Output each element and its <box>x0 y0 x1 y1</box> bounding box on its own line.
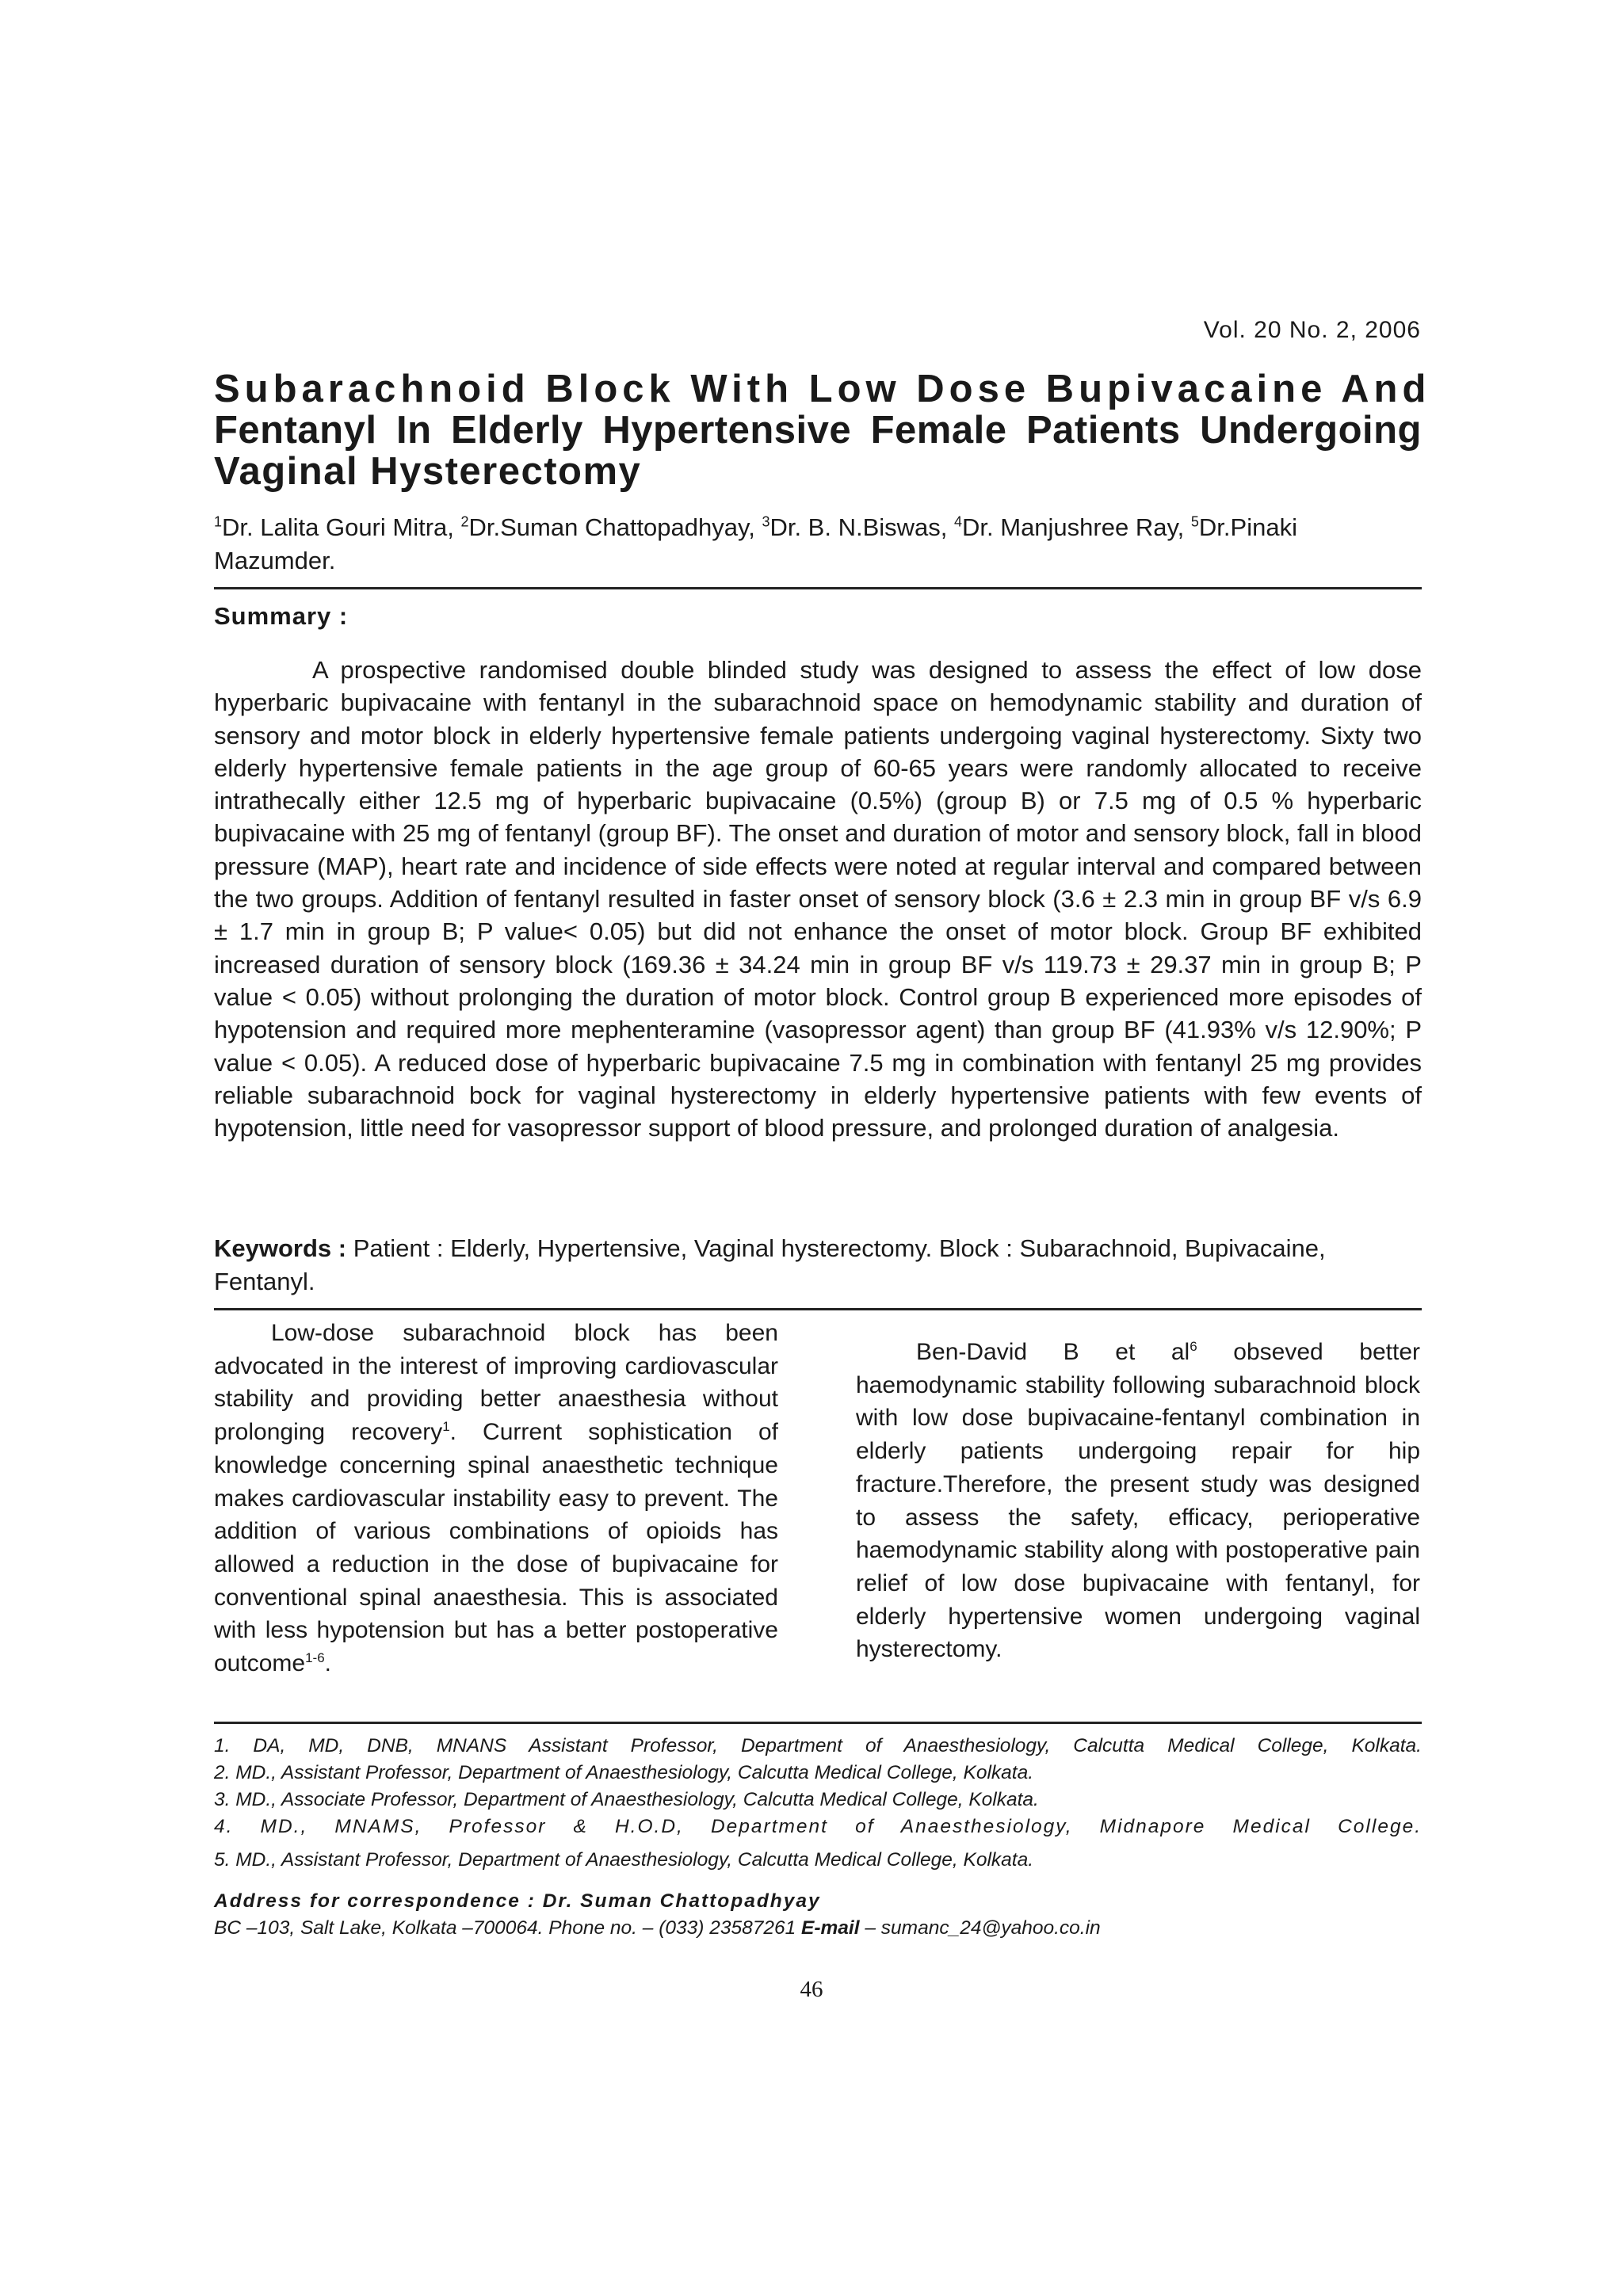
author: $^4$Dr. Manjushree Ray, <box>954 513 1191 541</box>
footnote: 5. MD., Assistant Professor, Department of Anaesthesiology, Calcutta Medical College, Kolkata. <box>214 1849 1034 1871</box>
author: $^1$Dr. Lalita Gouri Mitra, <box>214 513 461 541</box>
correspondence-heading: Address for correspondence : Dr. Suman Chattopadhyay <box>214 1890 821 1912</box>
abstract-text: A prospective randomised double blinded study was designed to assess the effect of low dose hyperbaric bupivacaine with fentanyl in the subarachnoid space on hemodynamic stability and duration of sensory and motor block in elderly hypertensive female patients undergoing vaginal hysterectomy. Sixty two elderly hypertensive female patients in the age group of 60-65 years were randomly allocated to receive intrathecally either 12.5 mg of hyperbaric bupivacaine (0.5%) (group B) or 7.5 mg of 0.5 % hyperbaric bupivacaine with 25 mg of fentanyl (group BF). The onset and duration of motor and sensory block, fall in blood pressure (MAP), heart rate and incidence of side effects were noted at regular interval and compared between the two groups. Addition of fentanyl resulted in faster onset of sensory block (3.6 ± 2.3 min in group BF v/s 6.9 ± 1.7 min in group B; P value< 0.05) but did not enhance the onset of motor block. Group BF exhibited increased duration of sensory block (169.36 ± 34.24 min in group BF v/s 119.73 ± 29.37 min in group B; P value < 0.05) without prolonging the duration of motor block. Control group B experienced more episodes of hypotension and required more mephenteramine (vasopressor agent) than group BF (41.93% v/s 12.90%; P value < 0.05). A reduced dose of hyperbaric bupivacaine 7.5 mg in combination with fentanyl 25 mg provides reliable subarachnoid bock for vaginal hysterectomy in elderly hypertensive patients with few events of hypotension, little need for vasopressor support of blood pressure, and prolonged duration of analgesia. <box>214 656 1422 1142</box>
keywords-text: Patient : Elderly, Hypertensive, Vaginal hysterectomy. Block : Subarachnoid, Bupivacaine, Fentanyl. <box>214 1234 1326 1295</box>
author: $^2$Dr.Suman Chattopadhyay, <box>460 513 762 541</box>
summary-heading: Summary : <box>214 602 349 630</box>
citation: 6 <box>1190 1339 1197 1354</box>
author-affiliations <box>214 1733 1422 1874</box>
correspondence-details: BC –103, Salt Lake, Kolkata –700064. Phone no. – (033) 23587261 E-mail – sumanc_24@yahoo.co.in <box>214 1917 1101 1939</box>
citation: 1 <box>442 1419 450 1435</box>
footnote: 3. MD., Associate Professor, Department of Anaesthesiology, Calcutta Medical College, Kolkata. <box>214 1789 1039 1810</box>
footnote: 2. MD., Assistant Professor, Department of Anaesthesiology, Calcutta Medical College, Kolkata. <box>214 1762 1034 1783</box>
citation: 1-6 <box>305 1650 325 1666</box>
email-label: E-mail <box>801 1917 860 1939</box>
footnote: 4. MD., MNAMS, Professor & H.O.D, Department of Anaesthesiology, Midnapore Medical College. <box>214 1816 1422 1837</box>
title-line-2: Fentanyl In Elderly Hypertensive Female Patients Undergoing <box>214 409 1422 452</box>
correspondence-address <box>214 1888 1422 1942</box>
volume-info: Vol. 20 No. 2, 2006 <box>1203 317 1421 343</box>
keywords-label: Keywords : <box>214 1234 347 1262</box>
body-column-right: Ben-David B et $al^6$ obseved better haemodynamic stability following subarachnoid block with low dose bupivacaine-fentanyl combination in elderly patients undergoing repair for hip fracture.Therefore, the present study was designed to assess the safety, efficacy, perioperative haemodynamic stability along with postoperative pain relief of low dose bupivacaine with fentanyl, for elderly hypertensive women undergoing vaginal hysterectomy. <box>856 1339 1421 1663</box>
keywords <box>214 1232 1422 1299</box>
title-line-3: Vaginal Hysterectomy <box>214 450 642 493</box>
author-list <box>214 511 1422 578</box>
page-number: 46 <box>800 1977 823 2002</box>
divider <box>214 1308 1422 1310</box>
author: $^5$Dr.Pinaki Mazumder. <box>214 513 1297 574</box>
divider <box>214 587 1422 589</box>
article-title <box>214 368 1431 493</box>
author: $^3$Dr. B. N.Biswas, <box>762 513 954 541</box>
footnote: 1. DA, MD, DNB, MNANS Assistant Professor, Department of Anaesthesiology, Calcutta Medical College, Kolkata. <box>214 1735 1422 1756</box>
body-column-left: Low-dose subarachnoid block has been advocated in the interest of improving cardiovascular stability and providing better anaesthesia without prolonging recovery$^1$. Current sophistication of knowledge concerning spinal anaesthetic technique makes cardiovascular instability easy to prevent. The addition of various combinations of opioids has allowed a reduction in the dose of bupivacaine for conventional spinal anaesthesia. This is associated with less hypotension but has a better postoperative outcome$^{1-6}$. <box>214 1320 778 1677</box>
divider <box>214 1722 1422 1724</box>
title-line-1: Subarachnoid Block With Low Dose Bupivacaine And <box>214 368 1431 410</box>
